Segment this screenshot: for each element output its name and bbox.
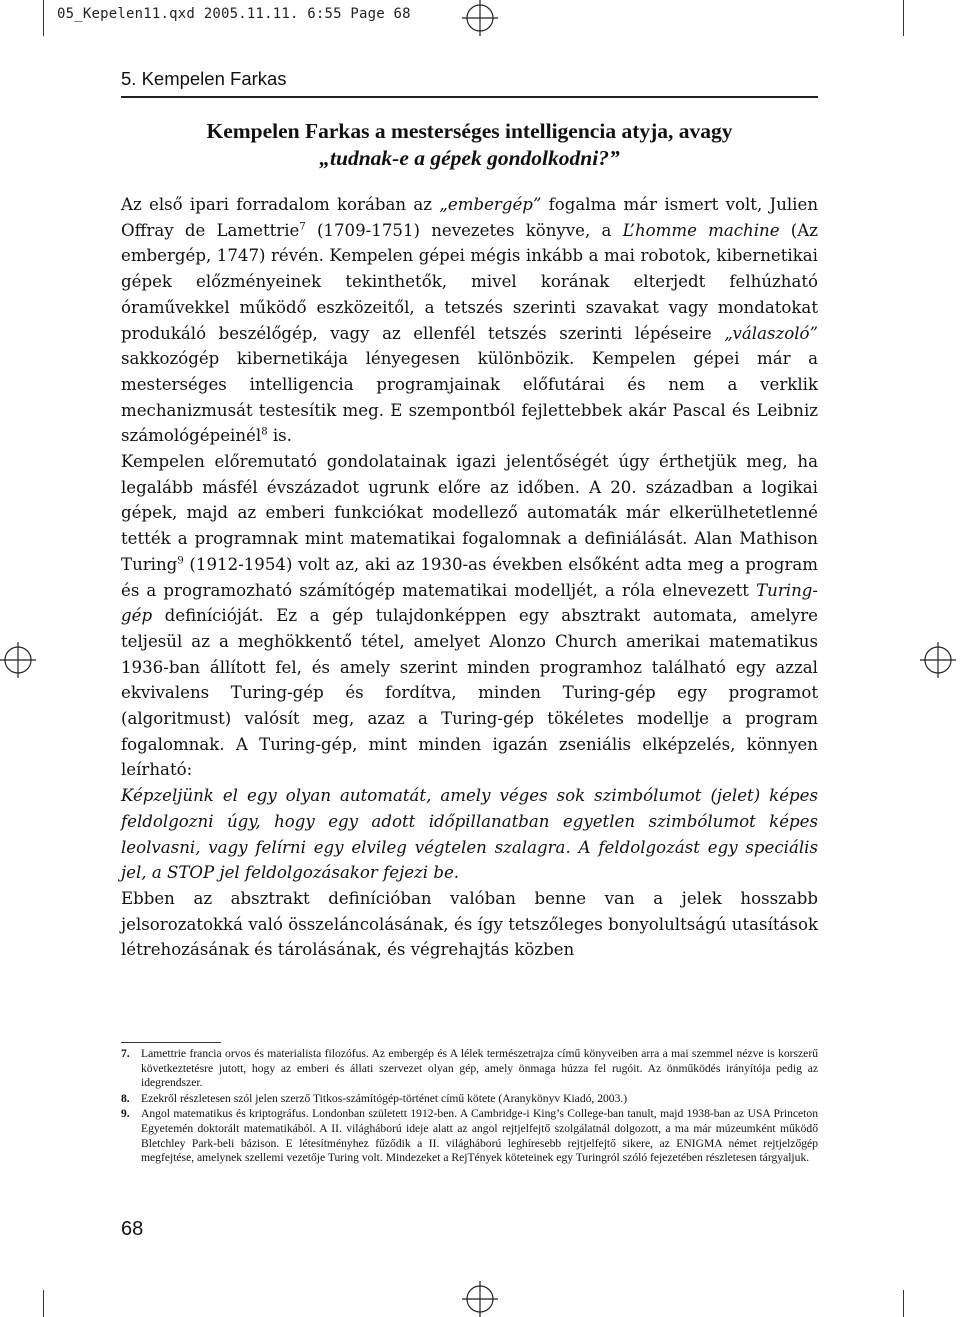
footnote — [121, 1092, 818, 1107]
chapter-title — [121, 118, 818, 172]
body-text — [121, 192, 818, 963]
registration-mark-left-icon — [0, 642, 36, 678]
footnote — [121, 1107, 818, 1165]
text-run: fogalma már ismert volt, Julien Offray de Lamettrie — [121, 195, 819, 240]
text-run: „embergép” — [439, 195, 542, 214]
text-run: Kempelen előremutató gondolatainak igazi jelentőségét úgy érthetjük meg, ha legalább másfél évszázadot ugrunk előre az időben. A 20. században a logikai gépek, majd az emberi funkciókat modellező automaták már elkerülhetetlenné tették a programnak mint matematikai fogalomnak a definiálását. Alan Mathison Turing — [121, 452, 818, 574]
crop-mark-top-right — [903, 0, 904, 36]
text-run: L’homme machine — [622, 220, 780, 240]
crop-mark-bottom-left — [43, 1290, 44, 1317]
body-paragraph — [121, 886, 818, 963]
registration-mark-right-icon — [920, 642, 956, 678]
footnote — [121, 1047, 818, 1091]
footnote-rule — [121, 1042, 221, 1043]
footnote-text: Lamettrie francia orvos és materialista filozófus. Az embergép és A lélek természetrajza című könyveiben arra a mai szemmel nézve is korszerű következtetésre jutott, hogy az emberi és állati szervezet olyan gép, amely önmaga húzza fel rugóit. Az önműködés irányítója pedig az idegrendszer. — [141, 1047, 818, 1090]
text-run: (Az embergép, 1747) révén. Kempelen gépei mégis inkább a mai robotok, kibernetikai gépek előzményeinek tekinthetők, mivel korának elterjedt felhúzható óraművekkel működő eszközeitől, a tetszés szerinti szavakat vagy mondatokat produkáló beszélőgép, vagy az ellenfél tetszés szerinti lépéseire — [121, 220, 818, 343]
title-line-1: Kempelen Farkas a mesterséges intelligencia atyja, avagy — [206, 119, 733, 143]
footnote-text: Angol matematikus és kriptográfus. Londonban született 1912-ben. A Cambridge-i King’s College-ban tanult, majd 1938-ban az USA Princeton Egyetemén doktorált matematikából. A II. világháború ideje alatt az angol rejtjelfejtő szolgálatnál dolgozott, a ma már múzeumként működő Bletchley Park-beli bázison. E létesítményhez fűződik a II. világháború leghíresebb rejtjelfejtő sikere, az ENIGMA német rejtjelzőgép megfejtése, amelynek szellemi vezetője Turing volt. Mindezeket a RejTények köteteinek egy Turingról szóló fejezetében részletesen tárgyaljuk. — [141, 1107, 818, 1165]
title-line-2: „tudnak-e a gépek gondolkodni?” — [319, 146, 620, 170]
footnote-number: 9. — [121, 1107, 130, 1121]
footnote-number: 8. — [121, 1091, 130, 1105]
body-paragraph — [121, 783, 818, 886]
body-paragraph — [121, 449, 818, 783]
text-run: (1912-1954) volt az, aki az 1930-as években elsőként adta meg a program és a programozható számítógép matematikai modelljét, a róla elnevezett — [121, 554, 818, 600]
crop-mark-bottom-right — [903, 1290, 904, 1317]
footnote-number: 7. — [121, 1047, 130, 1060]
text-run: „válaszoló” — [724, 323, 818, 343]
text-run: Ebben az absztrakt definícióban valóban benne van a jelek hosszabb jelsorozatokká való összeláncolásának, és így tetszőleges bonyolultságú utasítások létrehozásának és tárolásának, és végrehajtás közben — [121, 888, 818, 960]
body-paragraph — [121, 192, 818, 449]
text-run: sakkozógép kibernetikája lényegesen különbözik. Kempelen gépei már a mesterséges intelligencia programjainak előfutárai és nem a verklik mechanizmusát testesítik meg. E szempontból fejlettebbek akár Pascal és Leibniz számológépeinél — [121, 349, 818, 446]
crop-mark-top-left — [43, 0, 44, 36]
text-run: is. — [267, 426, 292, 446]
text-run: Az első ipari forradalom korában az — [121, 195, 440, 214]
footnote-ref: 9 — [177, 555, 184, 567]
text-run: definícióját. Ez a gép tulajdonképpen egy absztrakt automata, amelyre teljesül az a meghökkentő tétel, amelyet Alonzo Church amerikai matematikus 1936-ban állított fel, és amely szerint minden programhoz található egy azzal ekvivalens Turing-gép és fordítva, minden Turing-gép egy programot (algoritmust) valósít meg, azaz a Turing-gép tökéletes modellje a program fogalomnak. A Turing-gép, mint minden igazán zseniális elképzelés, könnyen leírható: — [121, 606, 818, 780]
footnote-text: Ezekről részletesen szól jelen szerző Titkos-számítógép-történet című kötete (Aranykönyv Kiadó, 2003.) — [141, 1091, 628, 1105]
running-header: 5. Kempelen Farkas — [121, 68, 287, 89]
registration-mark-bottom-icon — [462, 1281, 498, 1317]
text-run: Képzeljünk el egy olyan automatát, amely véges sok szimbólumot (jelet) képes feldolgozni úgy, hogy egy adott időpillanatban egyetlen szimbólumot képes leolvasni, vagy felírni egy elvileg végtelen szalagra. A feldolgozást egy speciális jel, a STOP jel feldolgozásakor fejezi be. — [121, 786, 818, 883]
text-run: Turing-gép — [121, 580, 818, 626]
footnote-ref: 7 — [299, 221, 306, 233]
registration-mark-top-icon — [462, 0, 498, 36]
text-run: (1709-1751) nevezetes könyve, a — [305, 220, 623, 240]
header-rule — [121, 96, 818, 98]
page-number: 68 — [121, 1218, 144, 1240]
printer-slug: 05_Kepelen11.qxd 2005.11.11. 6:55 Page 68 — [57, 6, 411, 22]
footnotes — [121, 1047, 818, 1167]
footnote-ref: 8 — [261, 426, 268, 438]
